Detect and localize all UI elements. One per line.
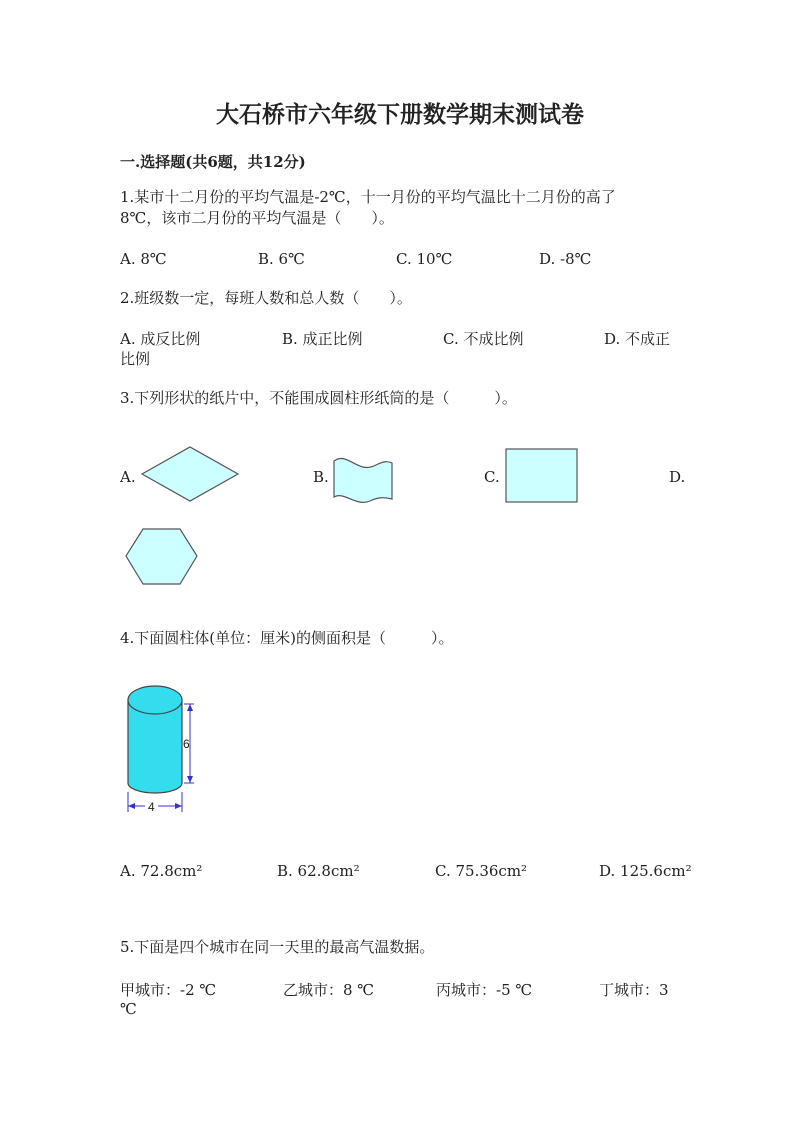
q2-option-c: C. 不成比例 <box>443 330 524 348</box>
rectangle-shape <box>504 447 580 505</box>
q5-city-4: 丁城市：3 <box>599 981 669 999</box>
q4-option-a: A. 72.8cm² <box>120 862 203 880</box>
height-label: 6 <box>183 737 190 751</box>
rhombus-shape <box>140 445 240 503</box>
question-5: 5.下面是四个城市在同一天里的最高气温数据。 <box>120 938 435 956</box>
q5-city-3: 丙城市：-5 ℃ <box>436 981 533 999</box>
wave-shape <box>330 455 396 505</box>
q3-label-b: B. <box>313 468 329 486</box>
hexagon-shape <box>124 527 200 587</box>
q1-option-b: B. 6℃ <box>258 250 305 268</box>
question-1 <box>120 187 680 229</box>
question-2: 2.班级数一定，每班人数和总人数（ ）。 <box>120 289 412 307</box>
q5-city-2: 乙城市：8 ℃ <box>283 981 375 999</box>
q1-option-d: D. -8℃ <box>539 250 592 268</box>
q5-wrap: ℃ <box>120 1000 137 1018</box>
q1-option-a: A. 8℃ <box>120 250 167 268</box>
q2-option-a: A. 成反比例 <box>120 330 201 348</box>
question-3: 3.下列形状的纸片中，不能围成圆柱形纸筒的是（ ）。 <box>120 389 517 407</box>
q4-option-c: C. 75.36cm² <box>435 862 528 880</box>
q5-city-1: 甲城市：-2 ℃ <box>120 981 217 999</box>
diameter-label: 4 <box>148 800 155 814</box>
cylinder-figure <box>118 680 228 820</box>
q1-option-c: C. 10℃ <box>396 250 453 268</box>
q2-option-d: D. 不成正 <box>604 330 671 348</box>
q2-option-b: B. 成正比例 <box>282 330 363 348</box>
question-1-line-1: 1.某市十二月份的平均气温是-2℃，十一月份的平均气温比十二月份的高了 <box>120 188 616 206</box>
q2-option-d-wrap: 比例 <box>120 350 151 368</box>
q4-option-b: B. 62.8cm² <box>277 862 360 880</box>
q3-label-c: C. <box>484 468 500 486</box>
question-4: 4.下面圆柱体(单位：厘米)的侧面积是（ ）。 <box>120 629 454 647</box>
q4-option-d: D. 125.6cm² <box>599 862 692 880</box>
q3-label-a: A. <box>120 468 136 486</box>
section-heading: 一.选择题(共6题，共12分) <box>120 153 306 171</box>
q3-label-d: D. <box>669 468 686 486</box>
question-1-line-2: 8℃，该市二月份的平均气温是（ ）。 <box>120 209 394 227</box>
page-title: 大石桥市六年级下册数学期末测试卷 <box>216 101 584 128</box>
